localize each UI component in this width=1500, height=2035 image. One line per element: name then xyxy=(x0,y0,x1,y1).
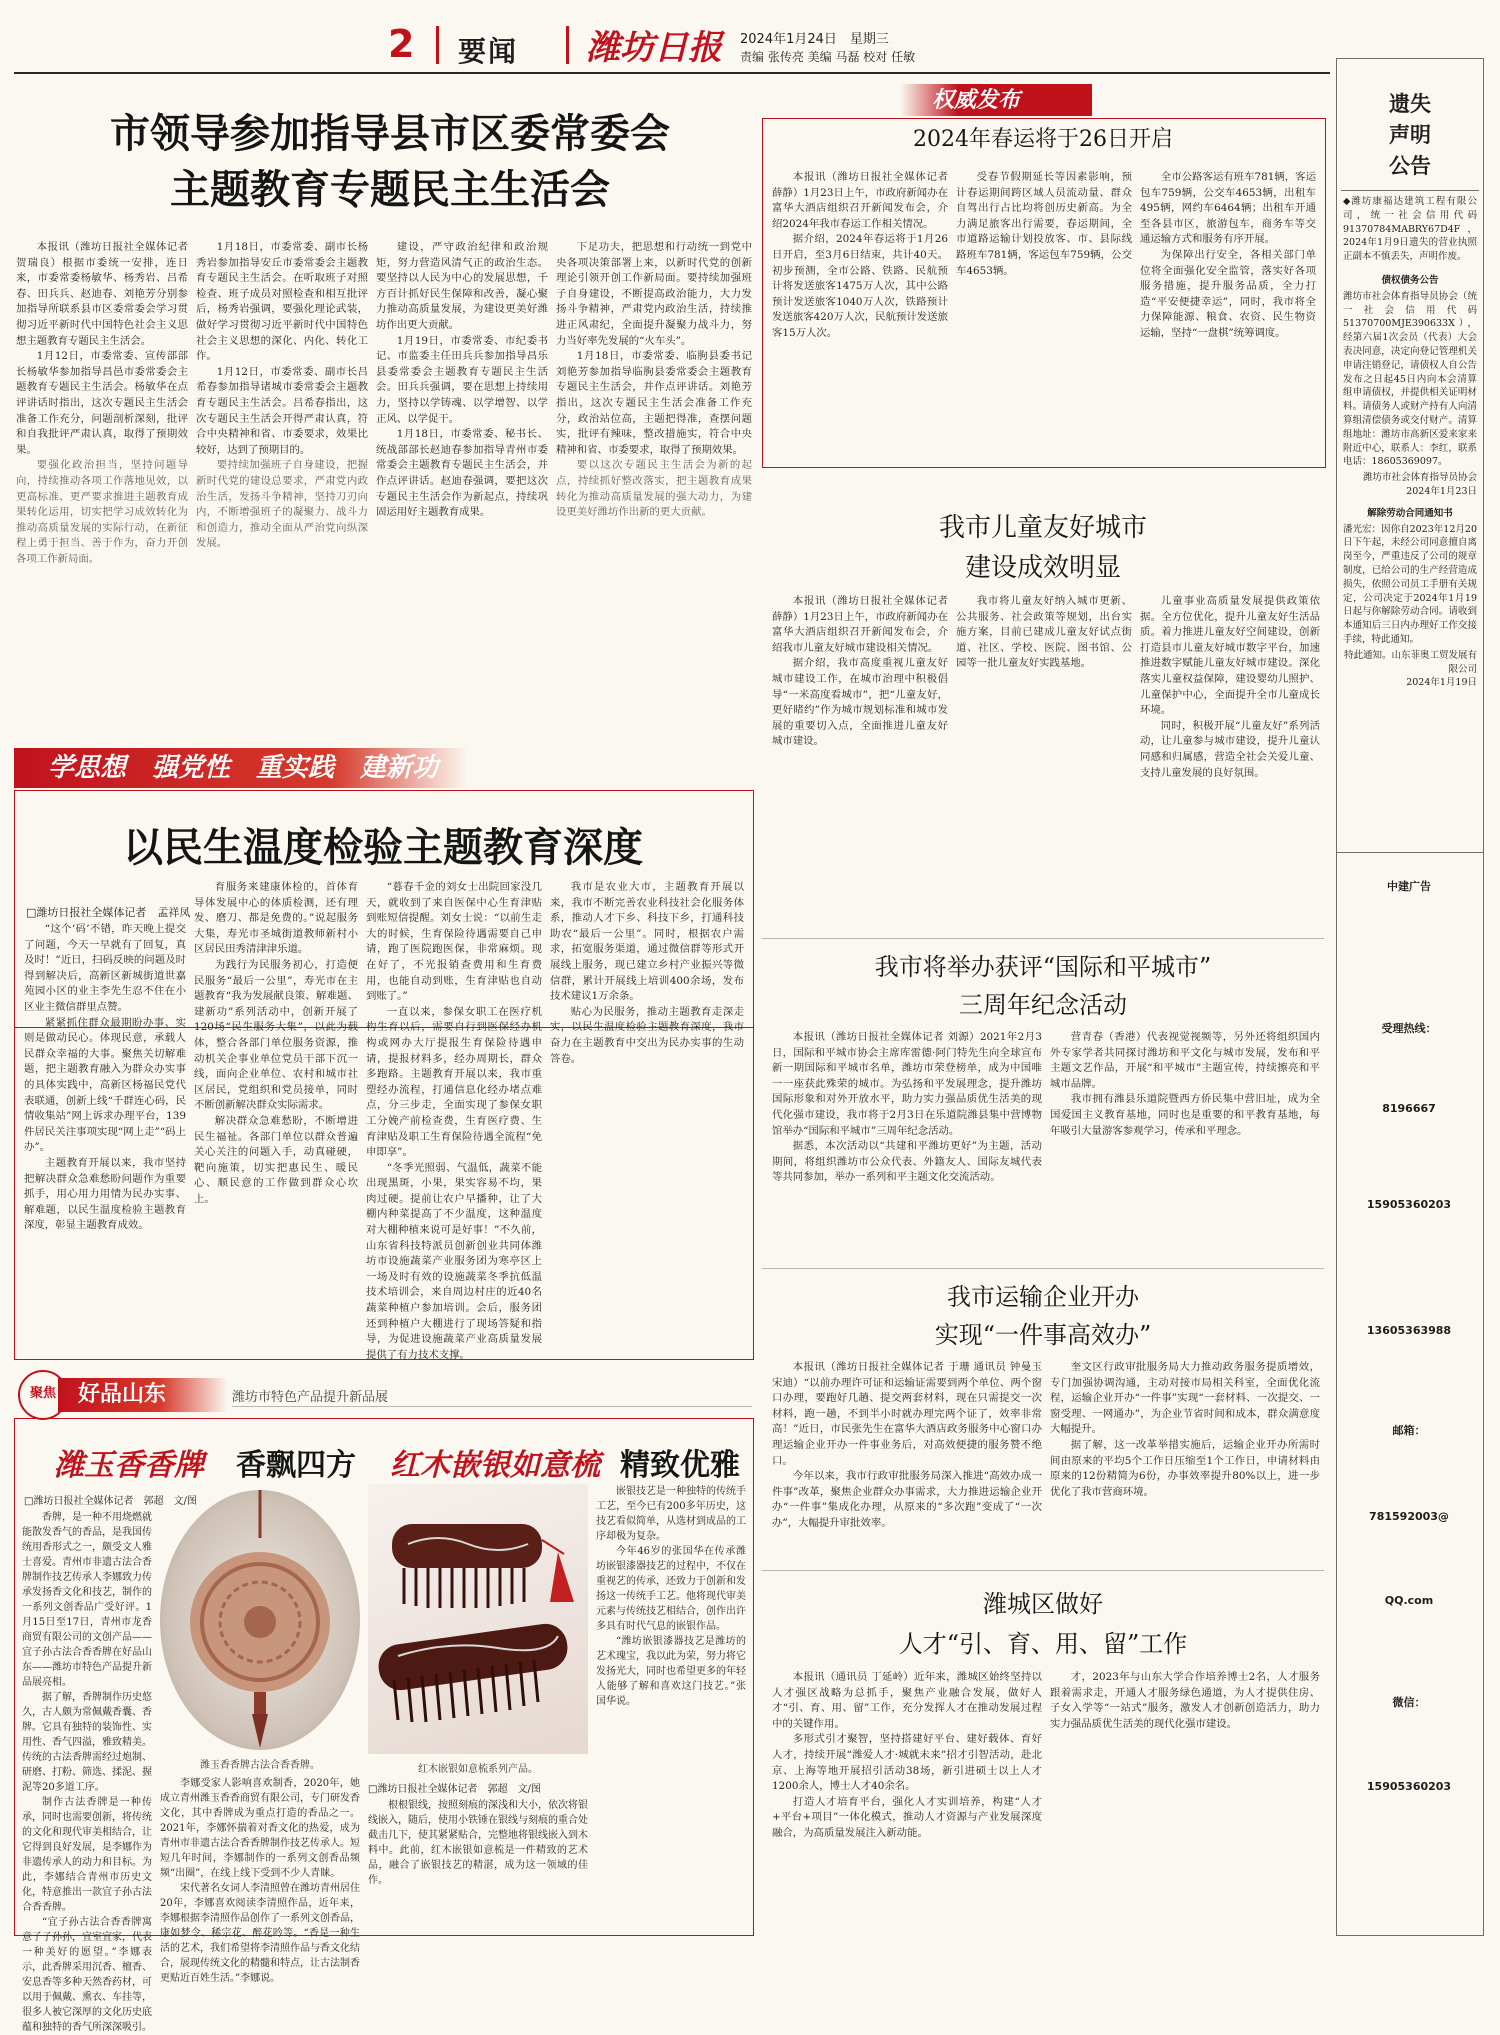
article2-col3: “暮春千金的刘女士出院回家没几天，就收到了来自医保中心生育津贴到账短信提醒。刘女士说：“以前生走大的时候，生育保险待遇需要自己申请，跑了医院跑医保，非常麻烦。现在好了，不光报销查费用和生育费用，也能自动到账，生育津贴也自动到账了。” 一直以来，参保女职工在医疗机构生育以后，需要自行到医保经办机构或网办大厅提报生育保险待遇申请，提报材料多，经办周期长，群众多跑路。主题教育开展以来，我市重塑经办流程，打通信息化经办堵点难点，分三步走，全面实现了参保女职工分娩产前检查费，生育医疗费、生育津贴及职工生育保险待遇全流程“免申即享”。 “冬季光照弱、气温低，蔬菜不能出现黑斑，小果，果实容易不均，果肉过硬。提前让农户早播种，让了大棚内种菜提高了不少温度，这种温度对大棚种植来说可是好事！”不久前，山东省科技特派员创新创业共同体潍坊市设施蔬菜产业服务团为寒亭区上一场及时有效的设施蔬菜冬季抗低温技术培训会，来自周边村庄的近40名蔬菜种植户参加培训。会后，服务团还到种植户大棚进行了现场答疑和指导，为促进设施蔬菜产业高质量发展提供了有力技术支撑。 xyxy=(366,881,542,1361)
incense-pendant-photo xyxy=(160,1490,360,1750)
product-a-col2: 李娜受家人影响喜欢制香，2020年，她成立青州潍玉香香商贸有限公司，专门研发香文化，其中香牌成为重点打造的香品之一。2021年，李娜怀揣着对香文化的热爱，成为青州市非遗古法合香香牌制作技艺传承人。短短几年时间，李娜制作的一系列文创香品频频“出圈”，在线上线下受到不少人青睐。 宋代著名女词人李清照曾在潍坊青州居住20年，李娜喜欢阅读李清照作品，近年来，李娜根据李清照作品创作了一系列文创香品，康如梦令、稀宗花、醉花吟等。“香是一种生活的艺术，我们希望将李清照作品与香文化结合，展现传统文化的精髓和特点，让古法制香更贴近百姓生活。”李娜说。 xyxy=(160,1778,360,1984)
rail-heading: 公告 xyxy=(1389,154,1431,178)
termination-notice-body: 潘光宏：因你自2023年12月20日下午起，未经公司同意擅自离岗至今，严重违反了公司的规章制度，已给公司的生产经营造成损失，依照公司员工手册有关规定，公司决定于2024年1月19日起与你解除劳动合同。请收到本通知后三日内办理好工作交接手续，特此通知。 xyxy=(1343,523,1477,645)
product-a-col1: 香牌，是一种不用烧燃就能散发香气的香品，是我国传统用香形式之一，颇受文人雅士喜爱。青州市非遗古法合香牌制作技艺传承人李娜致力传承发扬香文化和技艺，制作的一系列文创香品广受好评。1月15日至17日，青州市龙香商贸有限公司的文创产品——宜子孙古法合香香牌在好品山东——潍坊市特色产品提升新品展亮相。 据了解，香牌制作历史悠久，古人颇为常佩戴香囊、香牌。它具有独特的装饰性、实用性、香气四溢，雅致精美。传统的古法香牌需经过炮制、研磨、打粉、筛选、揉泥、握泥等20多道工序。 制作古法香牌是一种传承，同时也需要创新，将传统的文化和现代审美相结合，让它得到良好发展，是李娜作为非遗传承人的动力和目标。为此，李娜结合青州市历史文化，特意推出一款宜子孙古法合香香牌。 “宜子孙古法合香香牌寓意子子孙孙，宜室宜家，代表一种美好的愿望。”李娜表示，此香牌采用沉香、檀香、安息香等多种天然香药材，可以用于佩戴、熏衣、车挂等，很多人被它深厚的文化历史底蕴和独特的香气所深深吸引。 xyxy=(22,1512,152,2033)
product-banner-subtitle: 潍坊市特色产品提升新品展 xyxy=(232,1390,389,1405)
debt-notice-body: 潍坊市社会体育指导员协会（统一社会信用代码51370700MJE390633X），经第六届1次会员（代表）大会表决同意，决定向登记管理机关申请注销登记，请债权人自公告发布之日起45日内向本会清算组申请债权，并提供相关证明材料。请债务人或财产持有人向清算组清偿债务或交付财产。清算组地址：潍坊市高新区爱来家来附近中心，联系人：李红，联系电话：18605369097。 xyxy=(1343,290,1477,468)
lead-article-col3: 建设，严守政治纪律和政治规矩，努力营造风清气正的政治生态。要坚持以人民为中心的发展思想，千方百计抓好民生保障和改善，凝心聚力推动高质量发展，为建设更美好潍坊作出更大贡献。 1月19日，市委常委、市纪委书记、市监委主任田兵兵参加指导昌乐县委常委会主题教育专题民主生活会。田兵兵强调，要在思想上持续用力，坚持以学铸魂、以学增智、以学正风、以学促干。 1月18日，市委常委、秘书长、统战部部长赵迪春参加指导青州市委常委会主题教育专题民主生活会，并作点评讲话。赵迪春强调，要把这次专题民主生活会作为新起点，持续巩固运用好主题教育成果。 xyxy=(376,241,548,519)
section-rule xyxy=(762,1268,1324,1269)
article6-headline xyxy=(762,948,1324,1024)
article5-col2: 我市将儿童友好纳入城市更新、公共服务、社会政策等规划，出台实施方案，目前已建成儿童友好试点街道、社区、学校、医院、图书馆、公园等一批儿童友好实践基地。 xyxy=(956,595,1132,670)
banner-stamp: 聚焦 xyxy=(18,1370,68,1420)
rail-heading: 遗失 xyxy=(1389,92,1431,116)
article5-headline-line: 建设成效明显 xyxy=(964,553,1121,583)
article5-col3: 儿童事业高质量发展提供政策依据。全方位优化，提升儿童友好生活品质。着力推进儿童友好空间建设，创新打造县市儿童友好城市数字平台，加速推进数字赋能儿童友好城市建设。深化落实儿童权益保障，建设婴幼儿照护、儿童保护中心，全面提升全市儿童成长环境。 同时，积极开展“儿童友好”系列活动，让儿童参与城市建设，提升儿童认同感和归属感，营造全社会关爱儿童、支持儿童发展的良好氛围。 xyxy=(1140,595,1320,779)
article2-byline: □潍坊日报社全媒体记者 孟祥凤 xyxy=(26,906,191,919)
article5-headline-line: 我市儿童友好城市 xyxy=(938,513,1147,543)
article6-headline-line: 我市将举办获评“国际和平城市” xyxy=(874,953,1212,981)
hotline-label: 受理热线： xyxy=(1381,1022,1437,1035)
debt-notice-signature: 潍坊市社会体育指导员协会 xyxy=(1362,472,1477,484)
article7-headline-line: 我市运输企业开办 xyxy=(947,1283,1139,1311)
wechat-label: 微信： xyxy=(1392,1696,1426,1709)
article8-headline-line: 人才“引、育、用、留”工作 xyxy=(898,1630,1188,1658)
section-name: 要闻 xyxy=(458,35,519,68)
rail-heading: 声明 xyxy=(1389,123,1431,147)
rail-rule xyxy=(1337,852,1483,853)
termination-notice-title: 解除劳动合同通知书 xyxy=(1367,507,1453,519)
lead-article-col1: 本报讯（潍坊日报社全媒体记者 贺瑞良）根据市委统一安排，连日来，市委常委杨敏华、杨秀岩、吕希春、田兵兵、赵迪春、刘艳芳分别参加指导所联系县市区委常委会学习贯彻习近平新时代中国特色社会主义思想主题教育专题民主生活会。 1月12日，市委常委、宣传部部长杨敏华参加指导昌邑市委常委会主题教育专题民主生活会。杨敏华在点评讲话时指出，这次专题民主生活会准备工作充分，问题剖析深刻，批评和自我批评严肃认真，取得了预期效果。 要强化政治担当，坚持问题导向，持续推动各项工作落地见效，以更高标准、更严要求推进主题教育成果转化运用，切实把学习成效转化为推动高质量发展的实际行动，在新征程上勇于担当、善于作为，奋力开创各项工作新局面。 xyxy=(16,241,188,565)
article2-col2: 育服务来建康体检的，首体育导体发展中心的体质检测，还有理发、磨刀、都是免费的。”说起服务大集，寿光市圣城街道教师新村小区居民田秀清津津乐道。 为践行为民服务初心，打造便民服务“最后一公里”，寿光市在主题教育“我为发展献良策、解难题、建新功”系列活动中，创新开展了120场“民生服务大集”，以此为载体，整合各部门单位服务资源，推动机关企事业单位党员干部下沉一线，面向企业单位、农村和城市社区居民，党组织和党员接单，同时不断创新解决群众实际需求。 解决群众急难愁盼，不断增进民生福祉。各部门单位以群众普遍关心关注的问题入手，动真碰硬，靶向施策，切实把惠民生、暖民心、顺民意的工作做到群众心坎上。 xyxy=(194,881,358,1205)
article7-headline-line: 实现“一件事高效办” xyxy=(934,1321,1152,1349)
issue-date: 2024年1月24日 星期三 xyxy=(740,32,889,47)
classifieds-rail xyxy=(1336,58,1484,1936)
lead-headline-line: 市领导参加指导县市区委常委会 xyxy=(110,110,670,157)
article6-col1: 本报讯（潍坊日报社全媒体记者 刘源）2021年2月3日，国际和平城市协会主席库雷德·阿门特先生向全球宣布新一期国际和平城市名单，潍坊市荣登榜单，成为中国唯一一座获此殊荣的城市。为弘扬和平发展理念，提升潍坊国际形象和对外开放水平，助力实力强品质优生活美的现代化强市建设，我市将于2月3日在乐道院潍县集中营博物馆举办“国际和平城市”三周年纪念活动。 据悉，本次活动以“共建和平潍坊更好”为主题，活动期间，将组织潍坊市公众代表、外籍友人、国际友城代表等共同参加，举办一系列和平主题文化交流活动。 xyxy=(772,1031,1042,1184)
product-a-byline: □潍坊日报社全媒体记者 郭超 文/图 xyxy=(24,1496,197,1507)
article4-col1: 本报讯（潍坊日报社全媒体记者 薛静）1月23日上午，市政府新闻办在富华大酒店组织召开新闻发布会，介绍2024年我市春运工作相关情况。 据介绍，2024年春运将于1月26日开启，至3月6日结束，共计40天。初步预测，全市公路、铁路、民航预计将发送旅客1475万人次，其中公路预计发送旅客1040万人次，铁路预计发送旅客420万人次，民航预计发送旅客15万人次。 xyxy=(772,171,948,339)
product-banner: 好品山东 xyxy=(58,1378,228,1412)
lost-notice: ◆潍坊康福达建筑工程有限公司，统一社会信用代码91370784MABRY67D4F，2024年1月9日遗失的营业执照正副本不慎丢失，声明作废。 xyxy=(1343,196,1477,263)
article8-headline xyxy=(762,1584,1324,1664)
silver-inlay-comb-photo xyxy=(368,1484,588,1754)
termination-notice-signature: 特此通知。山东菲奥工贸发展有限公司 xyxy=(1343,649,1477,675)
email-user: 781592003@ xyxy=(1369,1510,1449,1523)
phone-number: 15905360203 xyxy=(1366,1198,1452,1211)
lead-headline-line: 主题教育专题民主生活会 xyxy=(170,166,610,213)
product-b-col1: 根根银线，按照刻痕的深浅和大小，依次将银线嵌入，随后，使用小铁锤在银线与刻痕的重合处截击几下，使其紧紧贴合，完整地将银线嵌入到木料中。此前，红木嵌银如意梳是一件精致的艺术品，融合了嵌银技艺的精湛，成为这一领域的佳作。 xyxy=(368,1800,588,1886)
comb-illustration xyxy=(368,1484,588,1754)
section-rule xyxy=(762,1570,1324,1571)
article4-col3: 全市公路客运有班车781辆，客运包车759辆，公交车4653辆，出租车495辆，网约车6464辆；出租车开通至各县市区，旅游包车，商务车等交通运输方式和服务有序开展。 为保障出行安全，各相关部门单位将全面强化安全监管，落实好各项服务措施，提升服务品质，全力打造“平安便捷幸运”，同时，我市将全力保障能源、粮食、农资、民生物资运输，坚持“一盘棋”统筹调度。 xyxy=(1140,171,1316,339)
article2-col1: “这个‘码’不错，昨天晚上提交了问题，今天一早就有了回复，真及时！”近日，扫码反映的问题及时得到解决后，高新区新城街道世嘉苑园小区的业主李先生忍不住在小区业主微信群里点赞。 紧紧抓住群众最期盼办事、实则是做动民心。体现民意，承载人民群众幸福的大事。聚焦关切解难题，把主题教育融入为群众办实事的具体实践中，高新区杨福民党代表联通，创新上线“千群连心码，民情收集站”网上诉求办理平台，139件居民关注事项实现“网上走”“码上办”。 主题教育开展以来，我市坚持把解决群众急难愁盼问题作为重要抓手，用心用力用情为民办实事、解难题，以民生温度检验主题教育深度，彰显主题教育成效。 xyxy=(24,923,186,1232)
product-b-caption: 红木嵌银如意梳系列产品。 xyxy=(418,1764,538,1775)
article8-col1: 本报讯（通讯员 丁延岭）近年来，潍城区始终坚持以人才强区战略为总抓手，聚焦产业融合发展，做好人才“引、育、用、留”工作，充分发挥人才在推动发展过程中的关键作用。 多形式引才聚智，坚持搭建好平台、建好载体、育好人才，持续开展“潍爱人才·城就未来”招才引智活动，赴北京、上海等地开展招引活动38场，新引进硕士以上人才1200余人，博士人才40余名。 打造人才培育平台，强化人才实训培养，构建“人才+平台+项目”一体化模式，推动人才资源与产业发展深度融合，为高质量发展注入新动能。 xyxy=(772,1671,1042,1839)
article4-headline: 2024年春运将于26日开启 xyxy=(913,127,1173,152)
article7-headline xyxy=(762,1278,1324,1354)
article5-col1: 本报讯（潍坊日报社全媒体记者 薛静）1月23日上午，市政府新闻办在富华大酒店组织召开新闻发布会，介绍我市儿童友好城市建设相关情况。 据介绍，我市高度重视儿童友好城市建设工作，在城市治理中积极倡导“一米高度看城市”，把“儿童友好，更好睹约”作为城市规划标准和城市发展的重要切入点，全面推进儿童友好城市建设。 xyxy=(772,595,948,748)
product-a-brand: 潍玉香香牌 xyxy=(54,1448,204,1483)
editors-credit: 责编 张传亮 美编 马磊 校对 任敏 xyxy=(740,50,916,64)
paper-name: 潍坊日报 xyxy=(586,28,722,68)
product-b-tag: 精致优雅 xyxy=(620,1448,740,1483)
article7-col2: 奎文区行政审批服务局大力推动政务服务提质增效，专门加强协调沟通，主动对接市局相关科室，全面优化流程，运输企业开办“一件事”实现“一套材料、一次提交、一窗受理、一网通办”，为企业节省时间和成本，群众满意度大幅提升。 据了解，这一改革举措实施后，运输企业开办所需时间由原来的平均5个工作日压缩至1个工作日，申请材料由原来的12份精简为6份，办事效率提升80%以上，进一步优化了我市营商环境。 xyxy=(1050,1361,1320,1498)
product-a-caption: 潍玉香香牌古法合香香牌。 xyxy=(200,1760,320,1771)
masthead-rule xyxy=(14,72,1330,74)
masthead-divider xyxy=(436,26,439,64)
article8-col2: 才，2023年与山东大学合作培养博士2名，人才服务跟着需求走，开通人才服务绿色通道，为人才提供住房、子女入学等“一站式”服务，激发人才创新创造活力，助力实力强品质优生活美的现代化强市建设。 xyxy=(1050,1671,1320,1730)
page-number: 2 xyxy=(388,22,415,66)
lead-article-col2: 1月18日，市委常委、副市长杨秀岩参加指导安丘市委常委会主题教育专题民主生活会。在听取班子对照检查、班子成员对照检查和相互批评后，杨秀岩强调，要强化理论武装，做好学习贯彻习近平新时代中国特色社会主义思想的深化、内化、转化工作。 1月12日，市委常委、副市长吕希春参加指导诸城市委常委会主题教育专题民主生活会。吕希春指出，这次专题民主生活会开得严肃认真，符合中央精神和省、市委要求，效果比较好，达到了预期目的。 要持续加强班子自身建设，把握新时代党的建设总要求，严肃党内政治生活，发扬斗争精神，坚持刀刃向内，不断增强班子的凝聚力、战斗力和创造力，推动全面从严治党向纵深发展。 xyxy=(196,241,368,550)
article4-col2: 受春节假期延长等因素影响，预计春运期间跨区域人员流动量、群众自驾出行占比均将创历史新高。为全力满足旅客出行需要，春运期间，全市道路运输计划投放客、市、县际线路班车781辆，客运包车759辆，公交车4653辆。 xyxy=(956,171,1132,277)
article8-headline-line: 潍城区做好 xyxy=(983,1590,1103,1618)
article5-headline xyxy=(762,508,1324,588)
article7-col1: 本报讯（潍坊日报社全媒体记者 于珊 通讯员 钟曼玉 宋迪）“以前办理许可证和运输证需要到两个单位、两个窗口办理，要跑好几趟、提交两套材料，现在只需提交一次材料，跑一趟，不到半小时就办理完两个证了，效率非常高！”近日，市民张先生在富华大酒店政务服务中心窗口办理运输企业开办一件事业务后，对高效便捷的服务赞不绝口。 今年以来，我市行政审批服务局深入推进“高效办成一件事”改革，聚焦企业群众办事需求，大力推进运输企业开办“一件事”集成化办理，从原来的“多次跑”变成了“一次办”，大幅提升审批效率。 xyxy=(772,1361,1042,1529)
ad-agency-label: 中建广告 xyxy=(1387,880,1431,893)
lead-headline xyxy=(30,106,750,218)
debt-notice-title: 债权债务公告 xyxy=(1381,274,1439,286)
incense-pendant-illustration xyxy=(160,1490,360,1750)
article2-col4: 我市是农业大市，主题教育开展以来，我市不断完善农业科技社会化服务体系，推动人才下乡、科技下乡，打通科技助农“最后一公里”。同时，根据农户需求，拓宽服务渠道，通过微信群等形式开展线上服务，现已建立乡村产业振兴等微信群，累计开展线上培训400余场，发布技术建议1万余条。 贴心为民服务，推动主题教育走深走实，以民生温度检验主题教育深度，我市奋力在主题教育中交出为民办实事的生动答卷。 xyxy=(550,881,744,1065)
section-rule xyxy=(762,938,1324,939)
campaign-banner: 学思想 强党性 重实践 建新功 xyxy=(14,748,468,788)
phone-number: 13605363988 xyxy=(1366,1324,1452,1337)
article2-headline: 以民生温度检验主题教育深度 xyxy=(123,824,643,871)
product-b-brand: 红木嵌银如意梳 xyxy=(390,1448,600,1483)
wechat-id: 15905360203 xyxy=(1366,1780,1452,1793)
article2-border xyxy=(14,790,754,1360)
debt-notice-date: 2024年1月23日 xyxy=(1406,485,1477,497)
authority-release-badge: 权威发布 xyxy=(900,84,1092,116)
termination-notice-date: 2024年1月19日 xyxy=(1406,677,1477,689)
product-b-col2: 嵌银技艺是一种独特的传统手工艺，至今已有200多年历史，这技艺看似简单，从选材到成品的工序却极为复杂。 今年46岁的张国华在传承潍坊嵌银漆器技艺的过程中，不仅在重视艺的传承，还致力于创新和发扬这一传统手工艺。他将现代审美元素与传统技艺相结合，创作出许多具有时代气息的嵌银作品。 “潍坊嵌银漆器技艺是潍坊的艺术瑰宝，我以此为荣，努力将它发扬光大，同时也希望更多的年轻人能够了解和喜欢这门技艺。”张国华说。 xyxy=(596,1486,746,1707)
article6-col2: 营青春（香港）代表视觉视频等，另外还将组织国内外专家学者共同探讨潍坊和平文化与城市发展，发布和平主题文艺作品，开展“和平城市”主题宣传，持续擦亮和平城市品牌。 我市拥有潍县乐道院暨西方侨民集中营旧址，成为全国爱国主义教育基地，同时也是重要的和平教育基地，每年吸引大量游客参观学习，传承和平理念。 xyxy=(1050,1031,1320,1137)
product-a-tag: 香飘四方 xyxy=(236,1448,356,1483)
phone-number: 8196667 xyxy=(1382,1102,1436,1115)
masthead-divider xyxy=(566,26,569,64)
product-b-byline: □潍坊日报社全媒体记者 郭超 文/图 xyxy=(368,1784,541,1795)
email-label: 邮箱： xyxy=(1392,1424,1426,1437)
lead-article-col4: 下足功夫，把思想和行动统一到党中央各项决策部署上来，以新时代党的创新理论引领开创工作新局面。要持续加强班子自身建设，不断提高政治能力，大力发扬斗争精神，严肃党内政治生活，持续推进正风肃纪，全面提升凝聚力战斗力，努力当好率先发展的“火车头”。 1月18日，市委常委、临朐县委书记刘艳芳参加指导临朐县委常委会主题教育专题民主生活会，并作点评讲话。刘艳芳指出，这次专题民主生活会准备工作充分，政治站位高，主题把得准，查摆问题实，批评有辣味，整改措施实，符合中央精神和省、市委要求，取得了预期效果。 要以这次专题民主生活会为新的起点，持续抓好整改落实，把主题教育成果转化为推动高质量发展的强大动力，为建设更美好潍坊作出新的更大贡献。 xyxy=(556,241,752,519)
article6-headline-line: 三周年纪念活动 xyxy=(959,991,1127,1019)
banner-rule xyxy=(232,1406,752,1407)
email-domain: QQ.com xyxy=(1384,1594,1434,1607)
